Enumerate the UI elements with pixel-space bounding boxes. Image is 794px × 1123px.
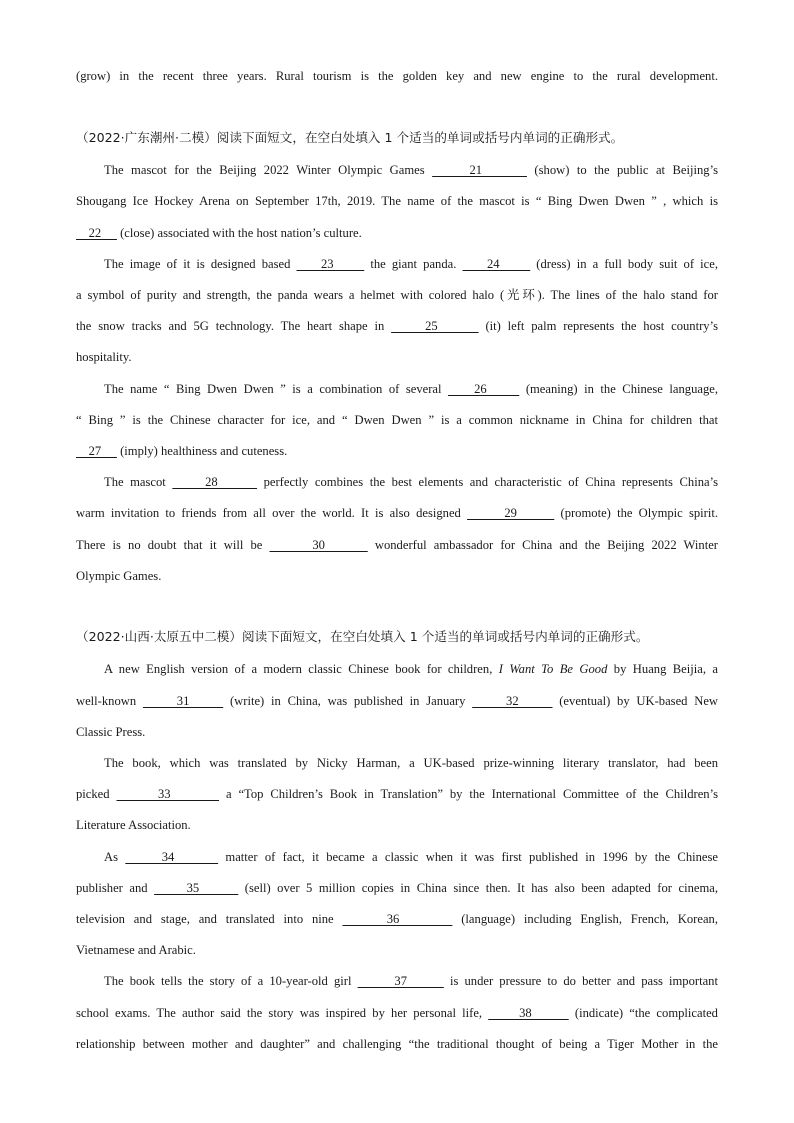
blank-35[interactable]: 35: [154, 881, 239, 895]
s1-p1-line2: Shougang Ice Hockey Arena on September 17th, 2019. The name of the mascot is “ Bing Dwen Dwen ” , which is: [76, 194, 718, 208]
s2-p2-line2: picked 33 a “Top Children’s Book in Translation” by the International Committee of the Children’s: [76, 787, 719, 801]
s2-p1-line2: well-known 31 (write) in China, was published in January 32 (eventual) by UK-based New: [76, 694, 719, 708]
blank-31[interactable]: 31: [142, 694, 224, 708]
blank-30[interactable]: 30: [269, 538, 368, 552]
section1-heading: （2022·广东潮州·二模）阅读下面短文，在空白处填入 1 个适当的单词或括号内单词的正确形式。: [76, 130, 624, 145]
blank-29[interactable]: 29: [467, 506, 555, 520]
blank-36[interactable]: 36: [342, 912, 453, 926]
s2-p2-line1: The book, which was translated by Nicky Harman, a UK-based prize-winning literary translator, had been: [104, 756, 718, 770]
s1-p4-line2: warm invitation to friends from all over the world. It is also designed 29 (promote) the Olympic spirit.: [76, 506, 719, 520]
blank-26[interactable]: 26: [448, 382, 520, 396]
blank-37[interactable]: 37: [357, 974, 444, 988]
blank-32[interactable]: 32: [472, 694, 553, 708]
s2-p3-line4: Vietnamese and Arabic.: [76, 943, 196, 957]
blank-33[interactable]: 33: [116, 787, 220, 801]
s2-p2-line3: Literature Association.: [76, 818, 191, 832]
blank-24[interactable]: 24: [462, 257, 531, 271]
s2-p3-line1: As 34 matter of fact, it became a classic when it was first published in 1996 by the Chinese: [104, 850, 719, 864]
s1-p4-line3: There is no doubt that it will be 30 wonderful ambassador for China and the Beijing 2022 Winter: [76, 538, 719, 552]
s1-p3-line2: “ Bing ” is the Chinese character for ice, and “ Dwen Dwen ” is a common nickname in China for children that: [76, 413, 718, 427]
s2-p4-line3: relationship between mother and daughter” and challenging “the traditional thought of being a Tiger Mother in the: [76, 1037, 718, 1051]
s1-p1-line1: The mascot for the Beijing 2022 Winter Olympic Games 21 (show) to the public at Beijing’s: [104, 163, 718, 177]
s2-p1-line3: Classic Press.: [76, 725, 146, 739]
blank-22[interactable]: 22: [76, 226, 117, 240]
s1-p4-line1: The mascot 28 perfectly combines the best elements and characteristic of China represents China’s: [104, 475, 718, 489]
blank-34[interactable]: 34: [125, 850, 219, 864]
blank-27[interactable]: 27: [76, 444, 117, 458]
s1-p4-line4: Olympic Games.: [76, 569, 162, 583]
s2-p3-line2: publisher and 35 (sell) over 5 million copies in China since then. It has also been adapted for cinema,: [76, 881, 718, 895]
s1-p3-line3: 27 (imply) healthiness and cuteness.: [76, 444, 288, 458]
s1-p2-line2: a symbol of purity and strength, the panda wears a helmet with colored halo (光环). The lines of the halo stand for: [76, 288, 718, 302]
s1-p1-line3: 22 (close) associated with the host nation’s culture.: [76, 226, 362, 240]
s1-p2-line1: The image of it is designed based 23 the giant panda. 24 (dress) in a full body suit of ice,: [104, 257, 718, 271]
blank-28[interactable]: 28: [172, 475, 258, 489]
s1-p3-line1: The name “ Bing Dwen Dwen ” is a combination of several 26 (meaning) in the Chinese language,: [104, 382, 719, 396]
s1-p2-line3: the snow tracks and 5G technology. The heart shape in 25 (it) left palm represents the host country’s: [76, 319, 718, 333]
blank-23[interactable]: 23: [296, 257, 365, 271]
blank-25[interactable]: 25: [391, 319, 479, 333]
s2-p1-line1: A new English version of a modern classic Chinese book for children, I Want To Be Good by Huang Beijia, a: [104, 662, 718, 676]
s1-p2-line4: hospitality.: [76, 350, 132, 364]
s2-p3-line3: television and stage, and translated into nine 36 (language) including English, French, Korean,: [76, 912, 718, 926]
s2-p4-line2: school exams. The author said the story was inspired by her personal life, 38 (indicate) “the complicated: [76, 1006, 718, 1020]
book-title: I Want To Be Good: [498, 662, 608, 676]
section2-heading: （2022·山西·太原五中二模）阅读下面短文，在空白处填入 1 个适当的单词或括号内单词的正确形式。: [76, 629, 649, 644]
blank-38[interactable]: 38: [488, 1006, 569, 1020]
blank-21[interactable]: 21: [432, 163, 527, 177]
intro-line: (grow) in the recent three years. Rural tourism is the golden key and new engine to the rural development.: [76, 69, 718, 83]
s2-p4-line1: The book tells the story of a 10-year-old girl 37 is under pressure to do better and pass important: [104, 974, 718, 988]
